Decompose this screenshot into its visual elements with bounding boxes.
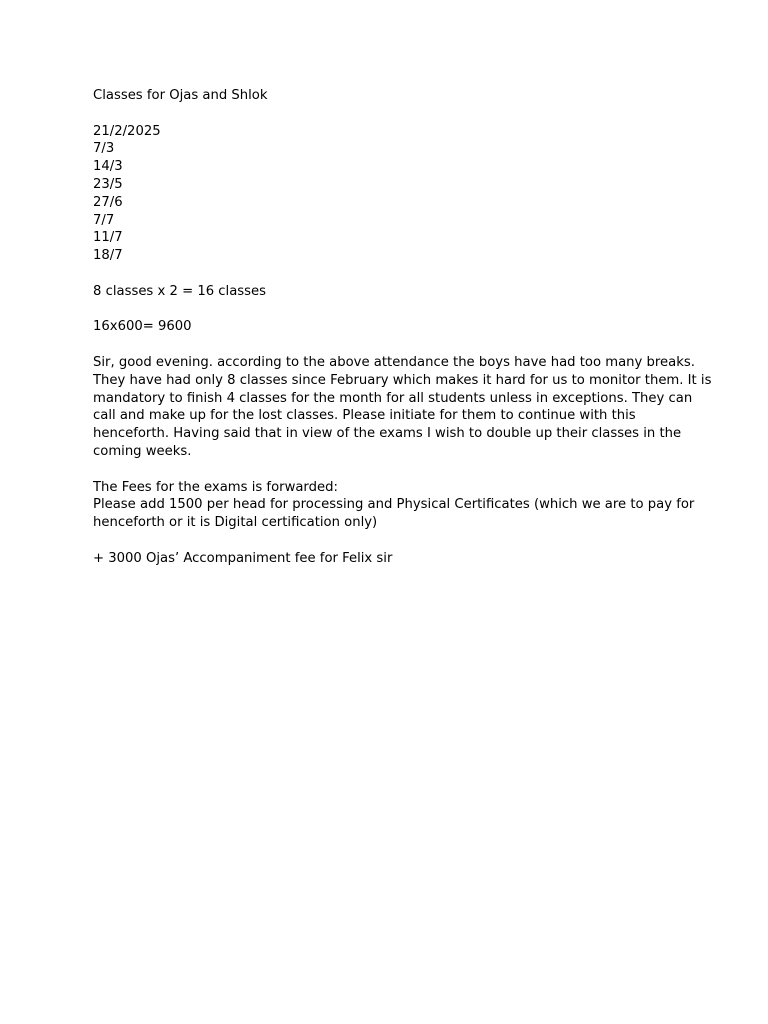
fees-paragraph xyxy=(93,496,695,532)
fees-heading: The Fees for the exams is forwarded: xyxy=(93,479,338,495)
blank-line xyxy=(93,532,683,550)
fee-calculation: 16x600= 9600 xyxy=(93,319,192,335)
date-item: 7/3 xyxy=(93,141,115,157)
message-line: mandatory to finish 4 classes for the month for all students unless in exceptions. They can xyxy=(93,390,693,406)
message-line: henceforth. Having said that in view of the exams I wish to double up their classes in the xyxy=(93,426,682,442)
date-item: 7/7 xyxy=(93,212,115,228)
document-title: Classes for Ojas and Shlok xyxy=(93,88,268,103)
date-item: 27/6 xyxy=(93,194,123,210)
date-item: 11/7 xyxy=(93,230,123,246)
classes-calculation: 8 classes x 2 = 16 classes xyxy=(93,283,267,299)
blank-line xyxy=(93,105,683,123)
date-item: 14/3 xyxy=(93,159,123,175)
date-item: 23/5 xyxy=(93,176,123,192)
blank-line xyxy=(93,336,683,354)
fees-line: henceforth or it is Digital certification only) xyxy=(93,515,378,531)
blank-line xyxy=(93,265,683,283)
fees-line: Please add 1500 per head for processing and Physical Certificates (which we are to pay for xyxy=(93,497,695,513)
message-line: They have had only 8 classes since February which makes it hard for us to monitor them. It is xyxy=(93,372,712,388)
message-paragraph xyxy=(93,354,712,461)
accompaniment-fee: + 3000 Ojas’ Accompaniment fee for Felix sir xyxy=(93,550,393,566)
message-line: call and make up for the lost classes. Please initiate for them to continue with this xyxy=(93,408,636,424)
date-item: 18/7 xyxy=(93,248,123,264)
blank-line xyxy=(93,461,683,479)
message-line: coming weeks. xyxy=(93,443,192,459)
message-line: Sir, good evening. according to the above attendance the boys have had too many breaks. xyxy=(93,354,695,370)
document-body xyxy=(93,87,712,568)
date-item: 21/2/2025 xyxy=(93,123,161,139)
date-list xyxy=(93,123,683,265)
blank-line xyxy=(93,301,683,319)
